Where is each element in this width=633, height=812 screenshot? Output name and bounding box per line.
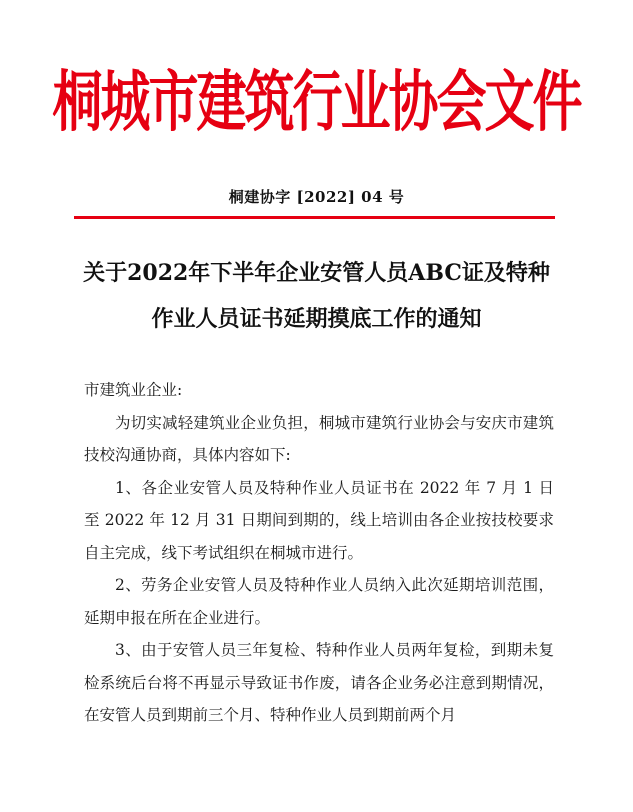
- red-divider-line: [74, 216, 555, 219]
- document-number: 桐建协字 [2022] 04 号: [228, 188, 405, 206]
- body-paragraph-intro: 为切实减轻建筑业企业负担，桐城市建筑行业协会与安庆市建筑技校沟通协商，具体内容如下:: [84, 413, 554, 464]
- document-title-line-2: 作业人员证书延期摸底工作的通知: [151, 306, 482, 332]
- salutation: 市建筑业企业:: [84, 381, 183, 399]
- document-title: [0, 250, 633, 342]
- issuer-header-title: 桐城市建筑行业协会文件: [52, 63, 581, 141]
- document-body: [84, 374, 554, 732]
- body-paragraph-item-1: 1、各企业安管人员及特种作业人员证书在 2022 年 7 月 1 日至 2022 年 12 月 31 日期间到期的，线上培训由各企业按技校要求自主完成，线下考试组织在桐城市进行。: [84, 478, 554, 562]
- body-paragraph-item-3: 3、由于安管人员三年复检、特种作业人员两年复检，到期未复检系统后台将不再显示导致证书作废，请各企业务必注意到期情况，在安管人员到期前三个月、特种作业人员到期前两个月: [84, 641, 554, 724]
- body-paragraph-item-2: 2、劳务企业安管人员及特种作业人员纳入此次延期培训范围，延期申报在所在企业进行。: [84, 576, 554, 627]
- document-title-line-1: 关于2022年下半年企业安管人员ABC证及特种: [83, 260, 550, 286]
